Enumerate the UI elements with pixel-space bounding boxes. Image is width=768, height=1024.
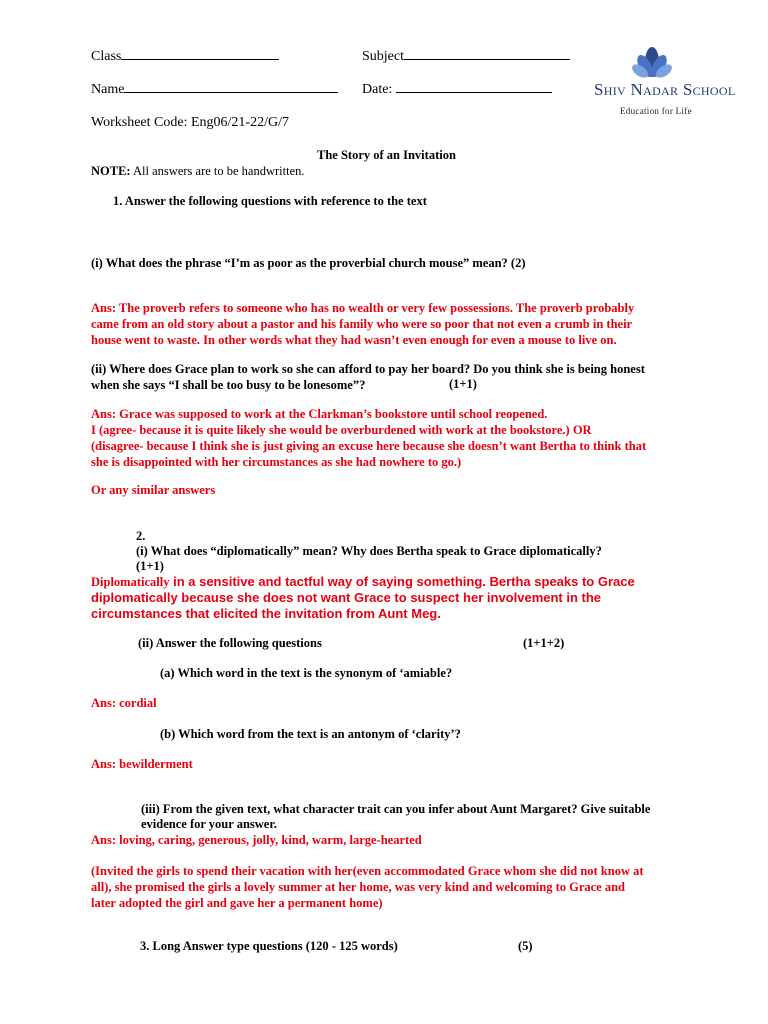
class-blank-line	[121, 47, 279, 60]
question-1-ii	[91, 361, 645, 393]
question-1-ii-marks: (1+1)	[449, 377, 477, 391]
subject-label: Subject	[362, 49, 404, 64]
name-blank-line	[124, 80, 338, 93]
answer-2-ii-b: Ans: bewilderment	[91, 757, 193, 771]
question-2-ii-marks: (1+1+2)	[523, 636, 565, 650]
answer-line: Ans: The proverb refers to someone who has no wealth or very few possessions. The proverb probably	[91, 301, 635, 315]
note-label: NOTE:	[91, 164, 131, 178]
question-line: evidence for your answer.	[141, 817, 277, 831]
answer-line: later adopted the girl and gave her a permanent home)	[91, 896, 383, 910]
note	[91, 164, 305, 179]
section3-heading: 3. Long Answer type questions (120 - 125 words)	[140, 939, 398, 953]
date-blank-line	[396, 80, 552, 93]
question-2-ii: (ii) Answer the following questions	[138, 636, 322, 650]
answer-1-ii-extra: Or any similar answers	[91, 483, 216, 497]
answer-line: I (agree- because it is quite likely she would be overburdened with work at the bookstore.) OR	[91, 423, 592, 437]
worksheet-title: The Story of an Invitation	[317, 148, 456, 162]
answer-line: all), she promised the girls a lovely summer at her home, was very kind and welcoming to Grace and	[91, 880, 626, 894]
question-line: when she says “I shall be too busy to be lonesome”?	[91, 378, 366, 392]
answer-line: (Invited the girls to spend their vacation with her(even accommodated Grace whom she did not know at	[91, 864, 644, 878]
answer-1-i	[91, 300, 634, 348]
school-name: Shiv Nadar School	[594, 80, 736, 99]
question-1-i: (i) What does the phrase “I’m as poor as the proverbial church mouse” mean? (2)	[91, 256, 526, 270]
section1-heading: 1. Answer the following questions with reference to the text	[113, 194, 427, 208]
answer-line-rest: in a sensitive and tactful way of saying something. Bertha speaks to Grace	[169, 574, 635, 589]
answer-2-iii-evidence	[91, 863, 644, 911]
answer-line: circumstances that elicited the invitation from Aunt Meg.	[91, 606, 441, 621]
answer-line: she is disappointed with her circumstances as she had nowhere to go.)	[91, 455, 462, 469]
section2-number: 2.	[136, 529, 146, 543]
subject-field	[362, 47, 570, 65]
question-line: (iii) From the given text, what character trait can you infer about Aunt Margaret? Give suitable	[141, 802, 651, 816]
answer-2-i	[91, 574, 635, 622]
answer-lead-word: Diplomatically	[91, 575, 170, 589]
note-text: All answers are to be handwritten.	[130, 164, 305, 178]
school-logo	[590, 40, 736, 120]
question-2-i: (i) What does “diplomatically” mean? Why does Bertha speak to Grace diplomatically?	[136, 544, 602, 558]
name-field	[91, 80, 338, 98]
class-label: Class	[91, 49, 122, 64]
section3-marks: (5)	[518, 939, 533, 953]
answer-line: came from an old story about a pastor and his family who were so poor that not even a crumb in their	[91, 317, 633, 331]
name-label: Name	[91, 82, 125, 97]
answer-2-iii: Ans: loving, caring, generous, jolly, kind, warm, large-hearted	[91, 833, 422, 847]
school-tagline: Education for Life	[620, 106, 692, 116]
lotus-icon	[590, 40, 720, 80]
answer-2-ii-a: Ans: cordial	[91, 696, 157, 710]
question-2-i-marks: (1+1)	[136, 559, 164, 573]
date-field	[362, 80, 552, 98]
question-line: (ii) Where does Grace plan to work so she can afford to pay her board? Do you think she is being honest	[91, 362, 645, 376]
date-label: Date:	[362, 82, 393, 97]
class-field	[91, 47, 279, 65]
answer-line: Ans: Grace was supposed to work at the Clarkman’s bookstore until school reopened.	[91, 407, 548, 421]
question-2-iii	[141, 802, 650, 832]
answer-line: (disagree- because I think she is just giving an excuse here because she doesn’t want Bertha to think that	[91, 439, 647, 453]
subject-blank-line	[404, 47, 570, 60]
answer-1-ii	[91, 406, 646, 470]
worksheet-code: Worksheet Code: Eng06/21-22/G/7	[91, 115, 289, 130]
answer-line: diplomatically because she does not want Grace to suspect her involvement in the	[91, 590, 602, 605]
answer-line: house went to waste. In other words what they had wasn’t even enough for even a mouse to live on.	[91, 333, 617, 347]
answer-line	[91, 574, 635, 590]
question-2-ii-b: (b) Which word from the text is an antonym of ‘clarity’?	[160, 727, 461, 741]
question-2-ii-a: (a) Which word in the text is the synonym of ‘amiable?	[160, 666, 453, 680]
